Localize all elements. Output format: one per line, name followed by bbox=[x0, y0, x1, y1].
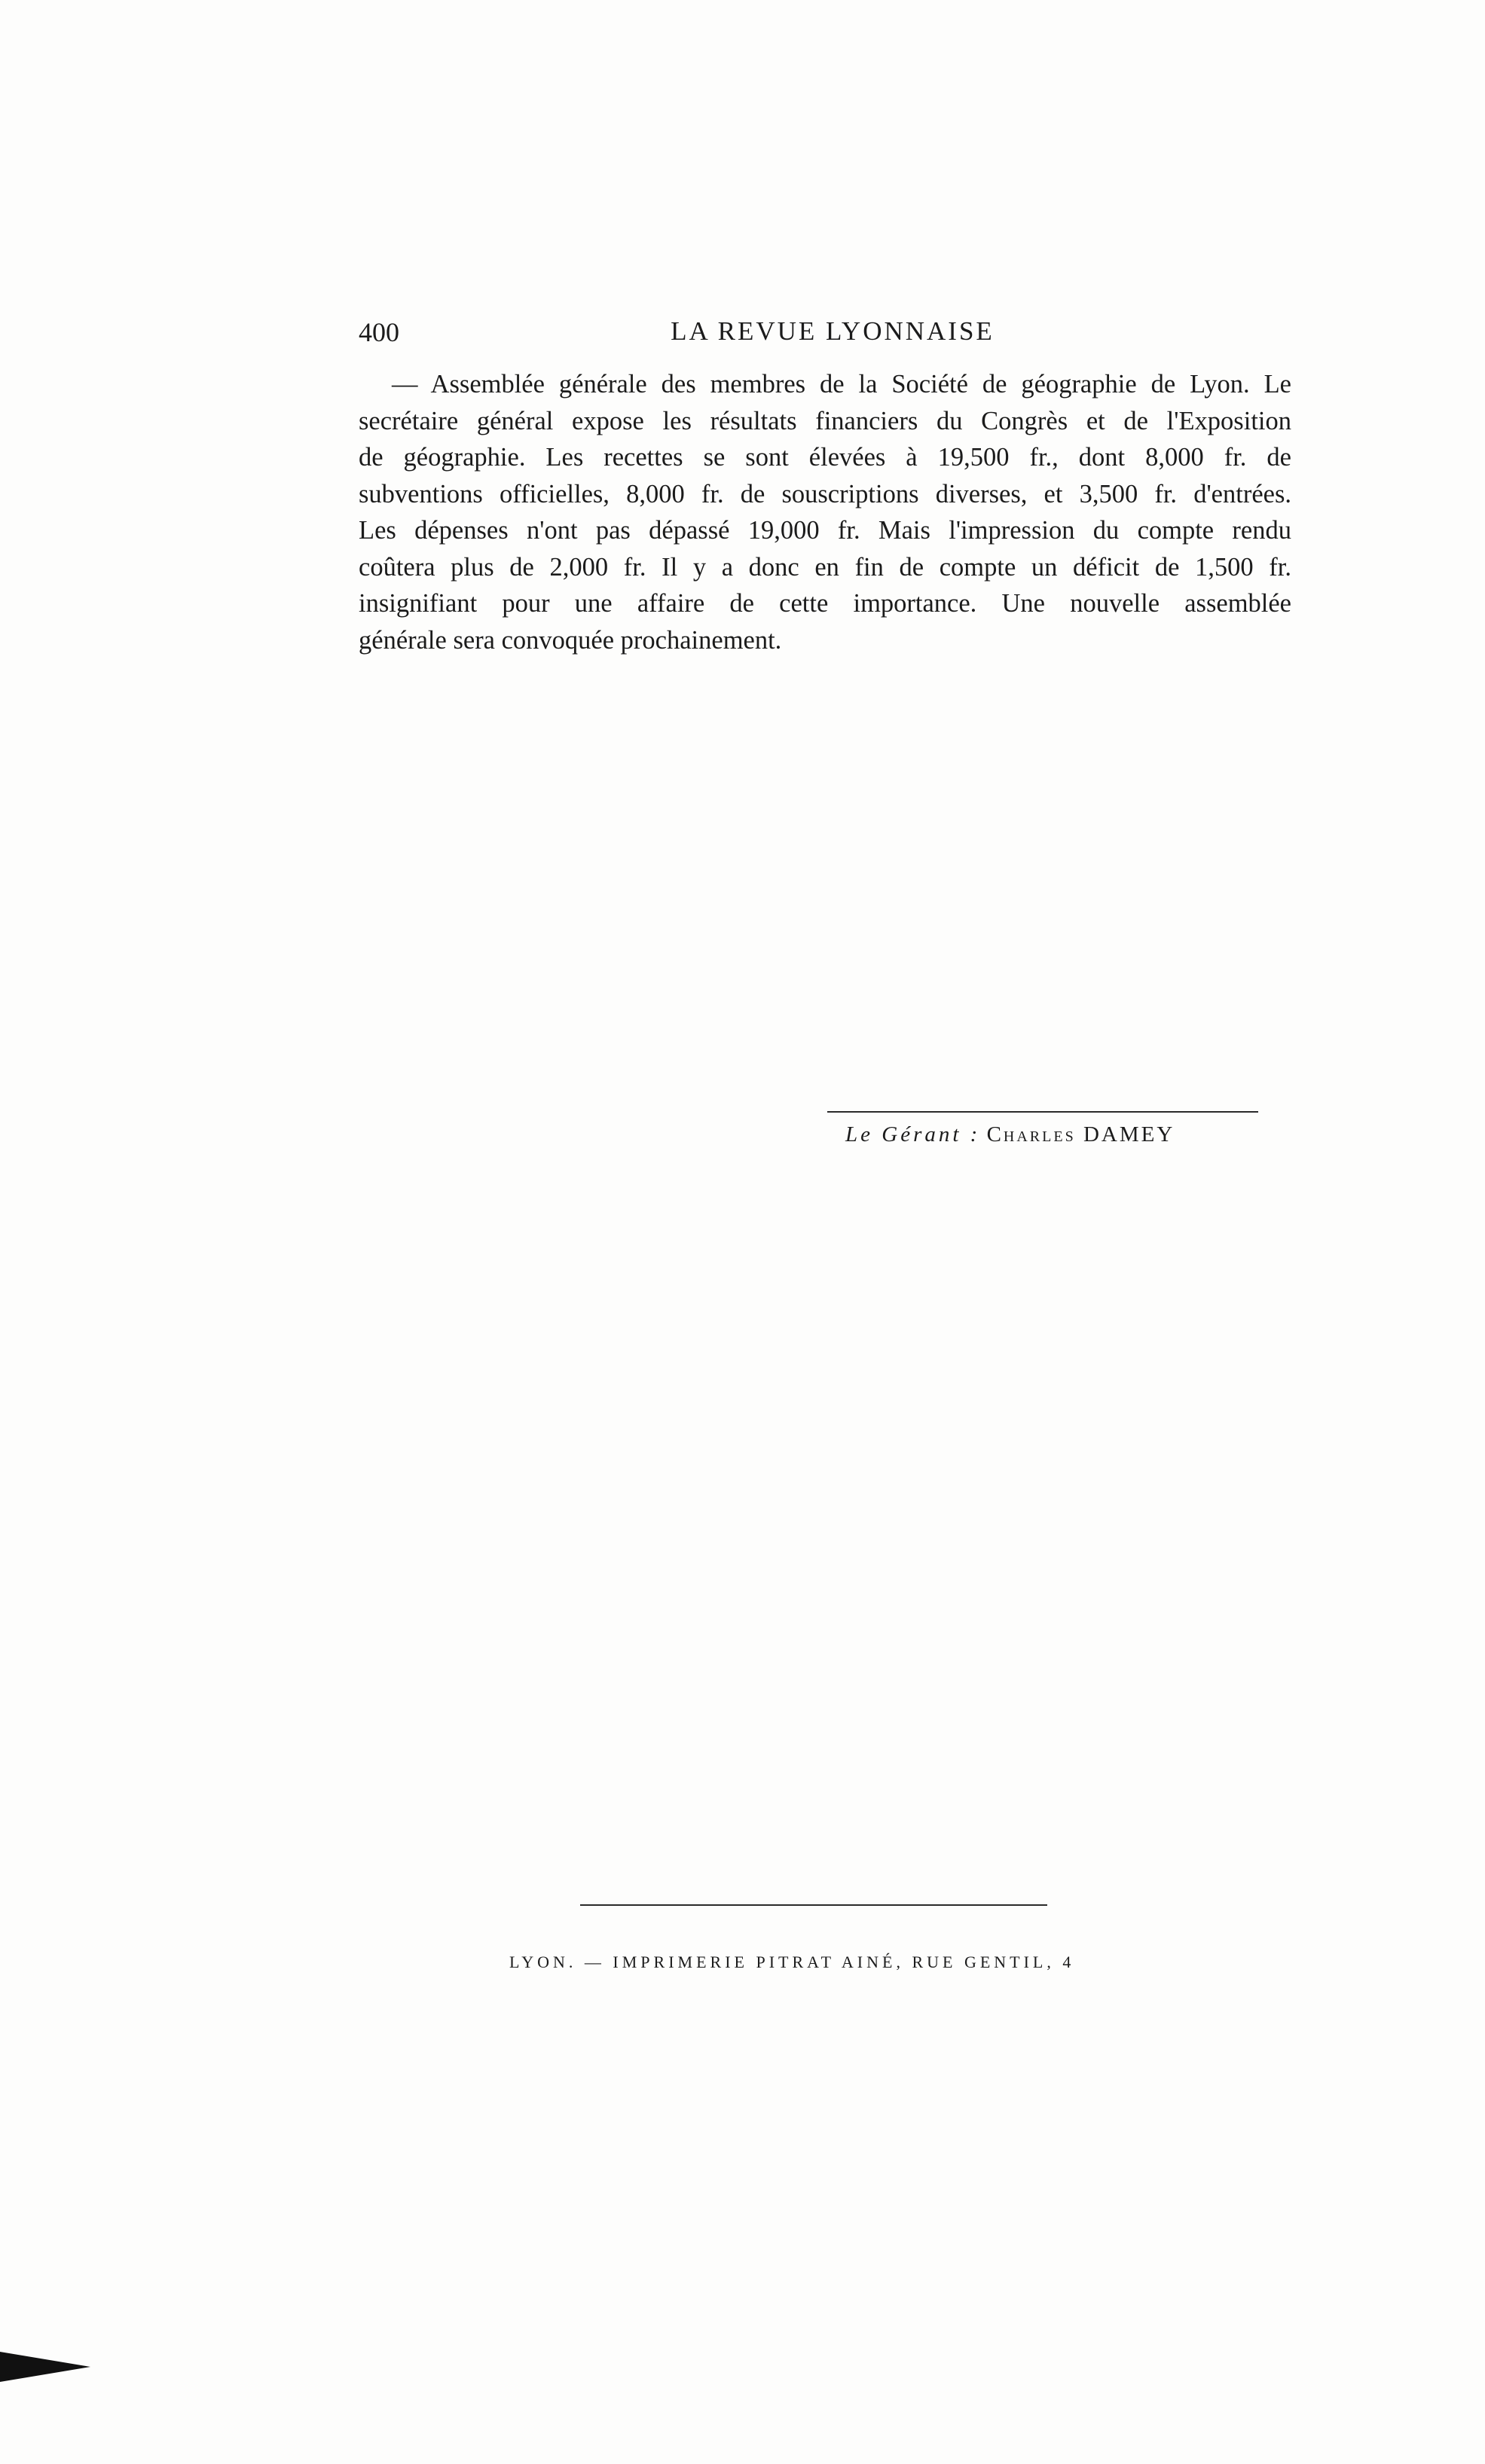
running-title: LA REVUE LYONNAISE bbox=[671, 316, 995, 346]
paragraph-line: générale sera convoquée prochainement. bbox=[359, 625, 782, 655]
signature-block bbox=[845, 1122, 1175, 1147]
page-number: 400 bbox=[359, 317, 399, 347]
signature-divider bbox=[827, 1111, 1258, 1113]
paragraph-line: — Assemblée générale des membres de la Société de géographie de Lyon. Le bbox=[392, 370, 1291, 398]
signature-name: Charles DAMEY bbox=[986, 1122, 1175, 1147]
paragraph-line: Les dépenses n'ont pas dépassé 19,000 fr. Mais l'impression du compte rendu bbox=[359, 516, 1291, 545]
paragraph-line: insignifiant pour une affaire de cette importance. Une nouvelle assemblée bbox=[359, 589, 1291, 618]
printer-imprint: LYON. — IMPRIMERIE PITRAT AINÉ, RUE GENTIL, 4 bbox=[509, 1953, 1075, 1971]
article-paragraph bbox=[359, 366, 1291, 658]
paragraph-line: coûtera plus de 2,000 fr. Il y a donc en fin de compte un déficit de 1,500 fr. bbox=[359, 552, 1291, 582]
paragraph-line: secrétaire général expose les résultats financiers du Congrès et de l'Exposition bbox=[359, 406, 1291, 435]
imprint-divider bbox=[580, 1904, 1047, 1906]
corner-arrow-icon bbox=[0, 2352, 90, 2382]
paragraph-line: de géographie. Les recettes se sont élevées à 19,500 fr., dont 8,000 fr. de bbox=[359, 443, 1291, 472]
signature-role: Le Gérant : bbox=[845, 1122, 981, 1147]
paragraph-line: subventions officielles, 8,000 fr. de souscriptions diverses, et 3,500 fr. d'entrées. bbox=[359, 479, 1291, 508]
page-header bbox=[359, 316, 1291, 354]
